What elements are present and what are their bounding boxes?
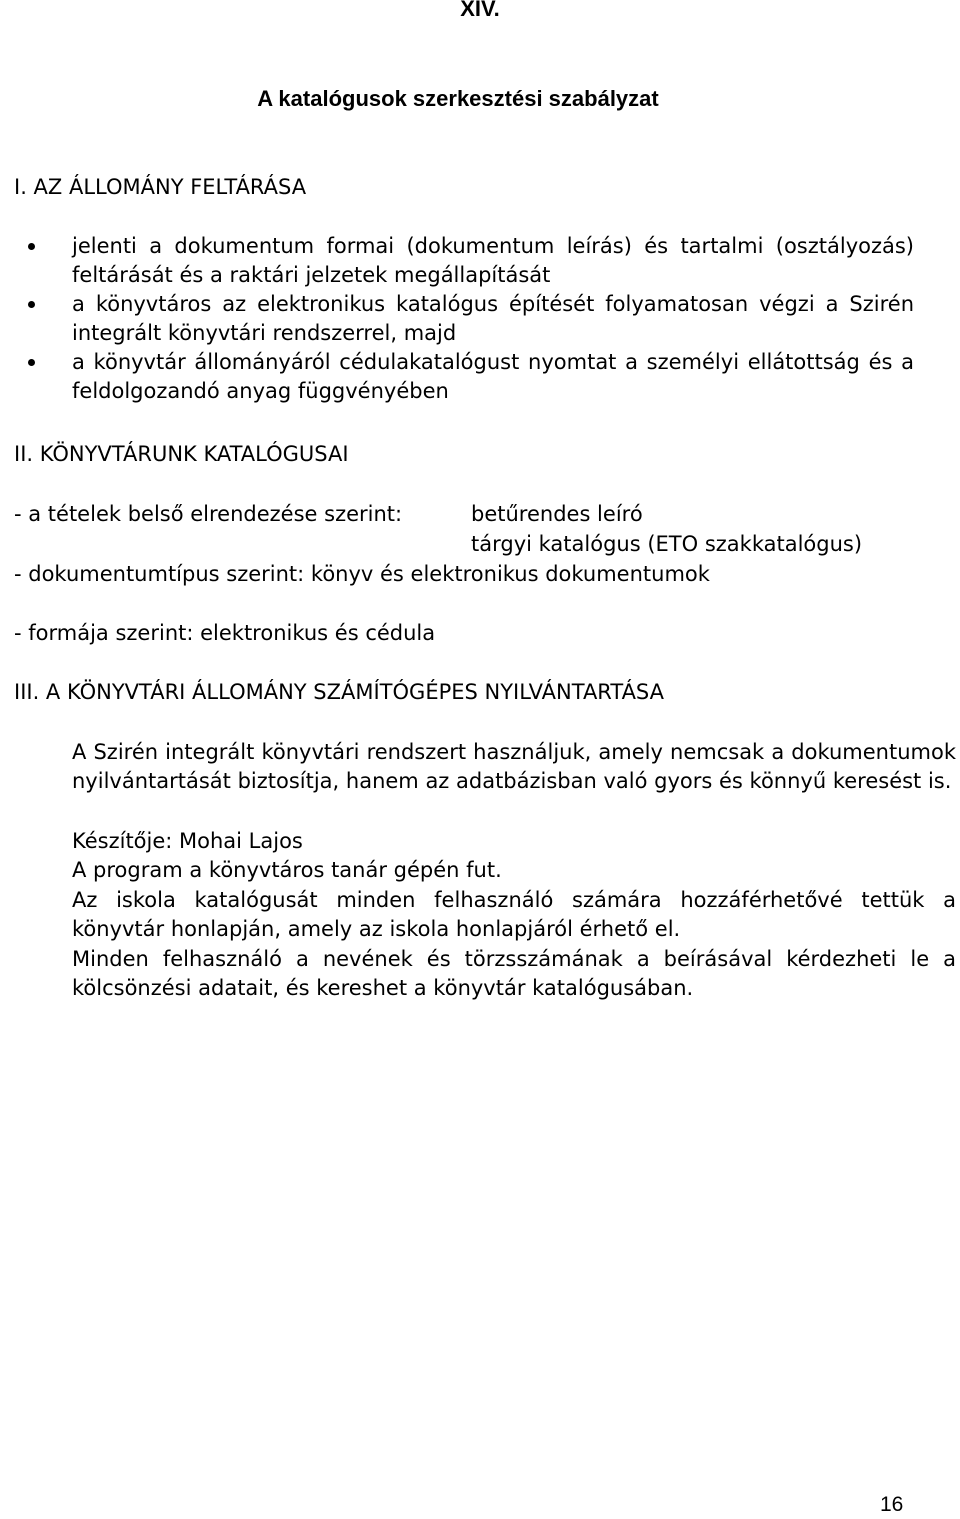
form-line: - formája szerint: elektronikus és cédula xyxy=(14,621,436,645)
document-title: A katalógusok szerkesztési szabályzat xyxy=(257,86,659,111)
bullet-icon xyxy=(28,243,35,250)
catalog-arrangement-value: betűrendes leíró xyxy=(471,502,643,526)
paragraph: A program a könyvtáros tanár gépén fut. xyxy=(72,858,502,882)
paragraph: Minden felhasználó a nevének és törzsszámának a beírásával kérdezheti le a kölcsönzési adatait, és kereshet a könyvtár katalógusában. xyxy=(72,947,956,1000)
list-item xyxy=(72,232,914,290)
bullet-icon xyxy=(28,359,35,366)
bullet-icon xyxy=(28,301,35,308)
catalog-arrangement-value: tárgyi katalógus (ETO szakkatalógus) xyxy=(471,532,863,556)
chapter-number: XIV. xyxy=(460,0,500,21)
paragraph: A Szirén integrált könyvtári rendszert használjuk, amely nemcsak a dokumentumok nyilvántartását biztosítja, hanem az adatbázisban való gyors és könnyű keresést is. xyxy=(72,740,956,793)
list-item-text: a könyvtáros az elektronikus katalógus építését folyamatosan végzi a Szirén integrált könyvtári rendszerrel, majd xyxy=(72,292,914,345)
section-heading-2: II. KÖNYVTÁRUNK KATALÓGUSAI xyxy=(14,442,349,466)
page-number: 16 xyxy=(880,1493,904,1516)
catalog-arrangement-label: - a tételek belső elrendezése szerint: xyxy=(14,502,403,526)
section-heading-3: III. A KÖNYVTÁRI ÁLLOMÁNY SZÁMÍTÓGÉPES NYILVÁNTARTÁSA xyxy=(14,680,665,704)
paragraph: Készítője: Mohai Lajos xyxy=(72,829,303,853)
doc-type-line: - dokumentumtípus szerint: könyv és elektronikus dokumentumok xyxy=(14,562,710,586)
paragraph: Az iskola katalógusát minden felhasználó számára hozzáférhetővé tettük a könyvtár honlapján, amely az iskola honlapjáról érhető el. xyxy=(72,888,956,941)
list-item xyxy=(72,348,914,406)
bullet-list xyxy=(72,232,914,406)
list-item-text: a könyvtár állományáról cédulakatalógust nyomtat a személyi ellátottság és a feldolgozandó anyag függvényében xyxy=(72,350,914,403)
list-item-text: jelenti a dokumentum formai (dokumentum leírás) és tartalmi (osztályozás) feltárását és a raktári jelzetek megállapítását xyxy=(72,234,914,287)
list-item xyxy=(72,290,914,348)
section-heading-1: I. AZ ÁLLOMÁNY FELTÁRÁSA xyxy=(14,175,307,199)
